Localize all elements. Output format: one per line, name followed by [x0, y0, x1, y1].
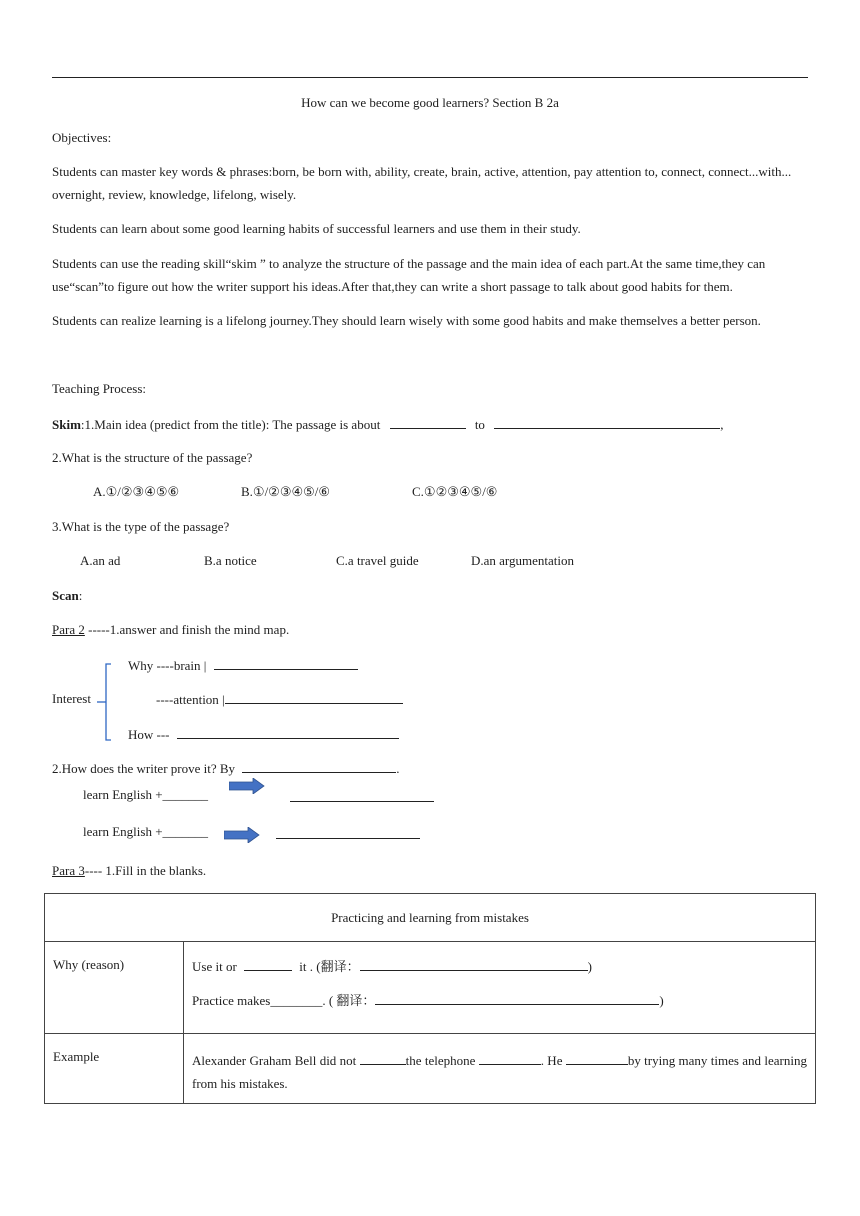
scan-colon: : [78, 588, 83, 603]
option-3b[interactable]: B.a notice [204, 553, 257, 568]
table-header: Practicing and learning from mistakes [45, 894, 816, 942]
page-title: How can we become good learners? Section B 2a [301, 95, 559, 110]
option-2c[interactable]: C.①②③④⑤/⑥ [412, 484, 498, 499]
option-3a[interactable]: A.an ad [80, 553, 121, 568]
scan-label: Scan [52, 588, 79, 603]
scan-heading [52, 587, 82, 606]
why-reason-label: Why (reason) [45, 942, 184, 1034]
example-blank-2[interactable] [276, 838, 420, 839]
why-line1-a: Use it or [192, 959, 237, 974]
arrow-right-icon [229, 778, 265, 794]
example-c: . He [540, 1053, 563, 1068]
main-idea-blank-1[interactable] [390, 415, 466, 429]
para3-task-text: ---- 1.Fill in the blanks. [84, 863, 207, 878]
skim-question-2: 2.What is the structure of the passage? [52, 450, 253, 465]
main-idea-blank-2[interactable] [494, 415, 720, 429]
skim-label: Skim [52, 417, 81, 432]
prove-question: 2.How does the writer prove it? By [52, 761, 236, 776]
invent-blank[interactable] [360, 1051, 406, 1065]
mind-map-interest: Interest [52, 691, 91, 706]
translate-blank-1[interactable] [360, 957, 588, 971]
mind-map-how [128, 725, 399, 745]
example-blank-1[interactable] [290, 801, 434, 802]
overnight-blank[interactable] [479, 1051, 541, 1065]
option-2b[interactable]: B.①/②③④⑤/⑥ [241, 484, 331, 499]
objective-2: Students can learn about some good learning habits of successful learners and use them in their study. [52, 221, 581, 236]
objective-1: Students can master key words & phrases:born, be born with, ability, create, brain, active, attention, pay attention to, connect, connect...with... overnight, review, knowledge, lifelong, wisely. [52, 164, 792, 202]
why-blank[interactable] [214, 656, 358, 670]
option-3d[interactable]: D.an argumentation [471, 553, 575, 568]
objective-4: Students can realize learning is a lifelong journey.They should learn wisely with some good habits and make themselves a better person. [52, 313, 761, 328]
translate-blank-2[interactable] [375, 991, 659, 1005]
example-label: Example [45, 1034, 184, 1104]
attention-blank[interactable] [225, 690, 403, 704]
why-label: Why ----brain | [128, 658, 207, 673]
mind-map-why [128, 656, 358, 676]
succeeded-blank[interactable] [566, 1051, 628, 1065]
skim-q1-text: :1.Main idea (predict from the title): The passage is about [80, 417, 381, 432]
why-line-1 [192, 957, 807, 976]
para2-label: Para 2 [52, 622, 85, 637]
example-content [184, 1034, 816, 1104]
example-a: Alexander Graham Bell did not [192, 1053, 357, 1068]
why-line1-b: it . (翻译： [299, 959, 360, 974]
objective-3: Students can use the reading skill“skim ” to analyze the structure of the passage and the main idea of each part.At the same time,they can use“scan”to figure out how the writer support his ideas.After that,they can write a short passage to talk about good habits for them. [52, 256, 766, 294]
para3-label: Para 3 [52, 863, 85, 878]
why-line2-a: Practice makes________. ( 翻译： [192, 993, 376, 1008]
why-line-2 [192, 991, 807, 1010]
example-line-2: learn English +_______ [83, 824, 209, 839]
option-3c[interactable]: C.a travel guide [336, 553, 419, 568]
para2-task [52, 621, 289, 640]
skim-q1-end: , [720, 417, 724, 432]
why-line1-c: ) [587, 959, 592, 974]
practice-table [44, 893, 816, 1104]
top-rule [52, 77, 808, 78]
why-line2-b: ) [659, 993, 664, 1008]
skim-q1-to: to [474, 417, 485, 432]
para3-task [52, 862, 206, 881]
mind-map-attention [156, 690, 403, 710]
prove-blank[interactable] [242, 759, 396, 773]
example-d: by trying many times and learning from his mistakes. [192, 1053, 807, 1091]
why-reason-content [184, 942, 816, 1034]
skim-question-1 [52, 415, 723, 435]
skim-question-3: 3.What is the type of the passage? [52, 519, 230, 534]
objectives-heading: Objectives: [52, 130, 112, 145]
use-it-blank[interactable] [244, 957, 292, 971]
mind-map-brace [96, 660, 116, 744]
example-b: the telephone [405, 1053, 476, 1068]
prove-end: . [396, 761, 400, 776]
attention-label: ----attention | [156, 692, 225, 707]
process-heading: Teaching Process: [52, 381, 147, 396]
how-blank[interactable] [177, 725, 399, 739]
para2-question-2 [52, 759, 400, 779]
how-label: How --- [128, 727, 170, 742]
option-2a[interactable]: A.①/②③④⑤⑥ [93, 484, 180, 499]
example-line-1: learn English +_______ [83, 787, 209, 802]
para2-task-text: -----1.answer and finish the mind map. [84, 622, 290, 637]
arrow-right-icon [224, 827, 260, 843]
